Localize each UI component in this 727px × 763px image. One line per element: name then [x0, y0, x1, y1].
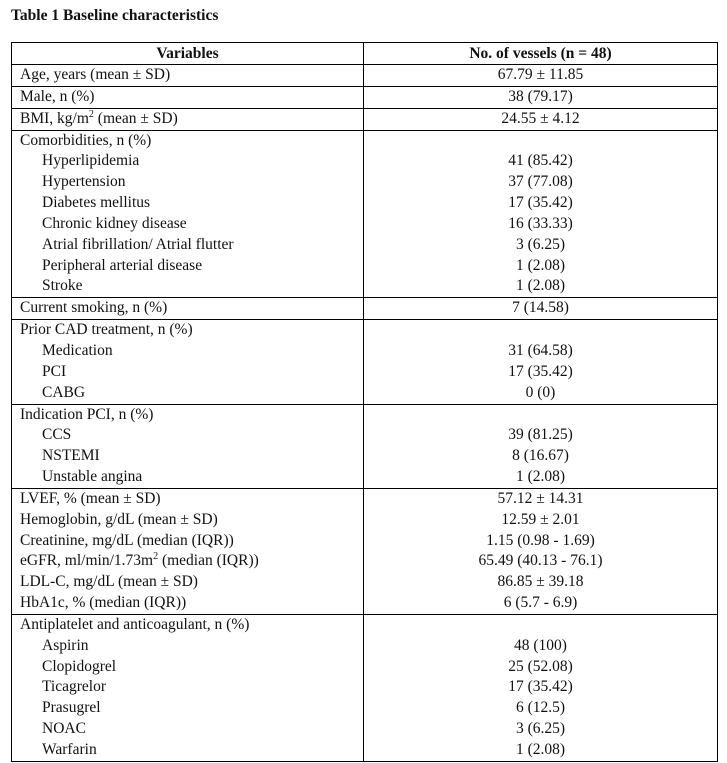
value-text: 39 (81.25)	[508, 426, 573, 444]
value-text: 67.79 ± 11.85	[497, 66, 584, 83]
value-text: 38 (79.17)	[508, 87, 573, 105]
group-heading: Indication PCI, n (%)	[20, 405, 154, 423]
value-cell	[364, 130, 718, 298]
value-text: 57.12 ± 14.31	[497, 489, 584, 507]
variable-label: Creatinine, mg/dL (median (IQR))	[20, 531, 234, 549]
variable-label: Hypertension	[42, 173, 126, 191]
value-text: 24.55 ± 4.12	[501, 109, 580, 127]
value-cell	[364, 86, 718, 108]
value-text: 1 (2.08)	[515, 468, 566, 486]
table-row-group	[12, 488, 718, 614]
variable-label: NSTEMI	[42, 447, 100, 465]
variable-label: Hyperlipidemia	[42, 152, 140, 170]
value-text: 3 (6.25)	[515, 720, 566, 738]
variable-label: CCS	[42, 426, 72, 444]
column-header-vessels: No. of vessels (n = 48)	[364, 43, 718, 65]
value-text: 1 (2.08)	[515, 741, 566, 758]
variable-label: Aspirin	[42, 636, 89, 654]
variable-label: CABG	[42, 383, 86, 401]
blank-value	[364, 131, 717, 152]
variable-label: LDL-C, mg/dL (mean ± SD)	[20, 573, 198, 591]
variable-label: Warfarin	[42, 741, 97, 758]
variable-label: Diabetes mellitus	[42, 194, 151, 212]
value-cell	[364, 614, 718, 761]
value-cell	[364, 404, 718, 488]
table-row-group	[12, 65, 718, 87]
table-row-group	[12, 614, 718, 761]
value-text: 31 (64.58)	[508, 341, 573, 359]
label-text: BMI, kg/m	[20, 109, 89, 127]
label-text-suffix: (mean ± SD)	[93, 109, 178, 127]
value-cell	[364, 488, 718, 614]
variable-label: Current smoking, n (%)	[20, 299, 168, 317]
variable-label	[20, 109, 363, 130]
variable-cell	[12, 320, 364, 404]
table-row-group	[12, 130, 718, 298]
group-heading: Prior CAD treatment, n (%)	[20, 321, 193, 339]
variable-label: Medication	[42, 341, 113, 359]
value-text: 48 (100)	[514, 636, 567, 654]
table-row-group	[12, 298, 718, 320]
variable-cell	[12, 614, 364, 761]
variable-cell	[12, 488, 364, 614]
value-text: 65.49 (40.13 - 76.1)	[478, 552, 603, 570]
value-cell	[364, 108, 718, 130]
value-text: 0 (0)	[525, 383, 556, 401]
table-title: Table 1 Baseline characteristics	[11, 7, 219, 24]
value-cell	[364, 298, 718, 320]
variable-label: Atrial fibrillation/ Atrial flutter	[42, 235, 234, 253]
value-cell	[364, 65, 718, 87]
label-text-suffix: (median (IQR))	[158, 552, 259, 570]
variable-label: Prasugrel	[42, 699, 101, 717]
blank-value	[364, 615, 717, 636]
value-text: 86.85 ± 39.18	[497, 573, 584, 591]
label-text: eGFR, ml/min/1.73m	[20, 552, 154, 570]
variable-cell	[12, 65, 364, 87]
value-text: 25 (52.08)	[508, 657, 573, 675]
variable-label: LVEF, % (mean ± SD)	[20, 489, 161, 507]
header-row	[12, 43, 718, 65]
variable-label: Stroke	[42, 277, 83, 295]
baseline-characteristics-table	[11, 42, 718, 762]
value-text: 1 (2.08)	[515, 256, 566, 274]
label-superscript: 2	[153, 551, 159, 563]
variable-label: Chronic kidney disease	[42, 214, 187, 232]
value-text: 1 (2.08)	[515, 277, 566, 295]
variable-label: Peripheral arterial disease	[42, 256, 203, 274]
value-text: 8 (16.67)	[512, 447, 569, 465]
group-heading: Comorbidities, n (%)	[20, 131, 152, 149]
value-text: 17 (35.42)	[508, 678, 573, 696]
value-text: 12.59 ± 2.01	[501, 510, 580, 528]
variable-cell	[12, 298, 364, 320]
variable-label: Male, n (%)	[20, 87, 95, 105]
variable-cell	[12, 404, 364, 488]
variable-label: Age, years (mean ± SD)	[20, 66, 171, 83]
value-text: 17 (35.42)	[508, 194, 573, 212]
value-text: 6 (12.5)	[515, 699, 566, 717]
variable-cell	[12, 130, 364, 298]
value-text: 17 (35.42)	[508, 362, 573, 380]
variable-cell	[12, 86, 364, 108]
variable-label: Ticagrelor	[42, 678, 106, 696]
variable-label: NOAC	[42, 720, 86, 738]
value-text: 6 (5.7 - 6.9)	[503, 594, 578, 612]
value-text: 1.15 (0.98 - 1.69)	[486, 531, 595, 549]
table-row-group	[12, 404, 718, 488]
table-row-group	[12, 86, 718, 108]
variable-label: Hemoglobin, g/dL (mean ± SD)	[20, 510, 218, 528]
value-text: 37 (77.08)	[508, 173, 573, 191]
value-text: 3 (6.25)	[515, 235, 566, 253]
group-heading: Antiplatelet and anticoagulant, n (%)	[20, 615, 250, 633]
variable-cell	[12, 108, 364, 130]
value-text: 41 (85.42)	[508, 152, 573, 170]
value-cell	[364, 320, 718, 404]
variable-label: HbA1c, % (median (IQR))	[20, 594, 187, 612]
variable-label: PCI	[42, 362, 67, 380]
label-superscript: 2	[88, 108, 94, 120]
value-text: 7 (14.58)	[512, 299, 569, 317]
blank-value	[364, 320, 717, 341]
value-text: 16 (33.33)	[508, 214, 573, 232]
variable-label: Unstable angina	[42, 468, 143, 486]
table-row-group	[12, 320, 718, 404]
variable-label	[20, 551, 363, 572]
variable-label: Clopidogrel	[42, 657, 117, 675]
column-header-variables: Variables	[12, 43, 364, 65]
table-row-group	[12, 108, 718, 130]
blank-value	[364, 405, 717, 426]
